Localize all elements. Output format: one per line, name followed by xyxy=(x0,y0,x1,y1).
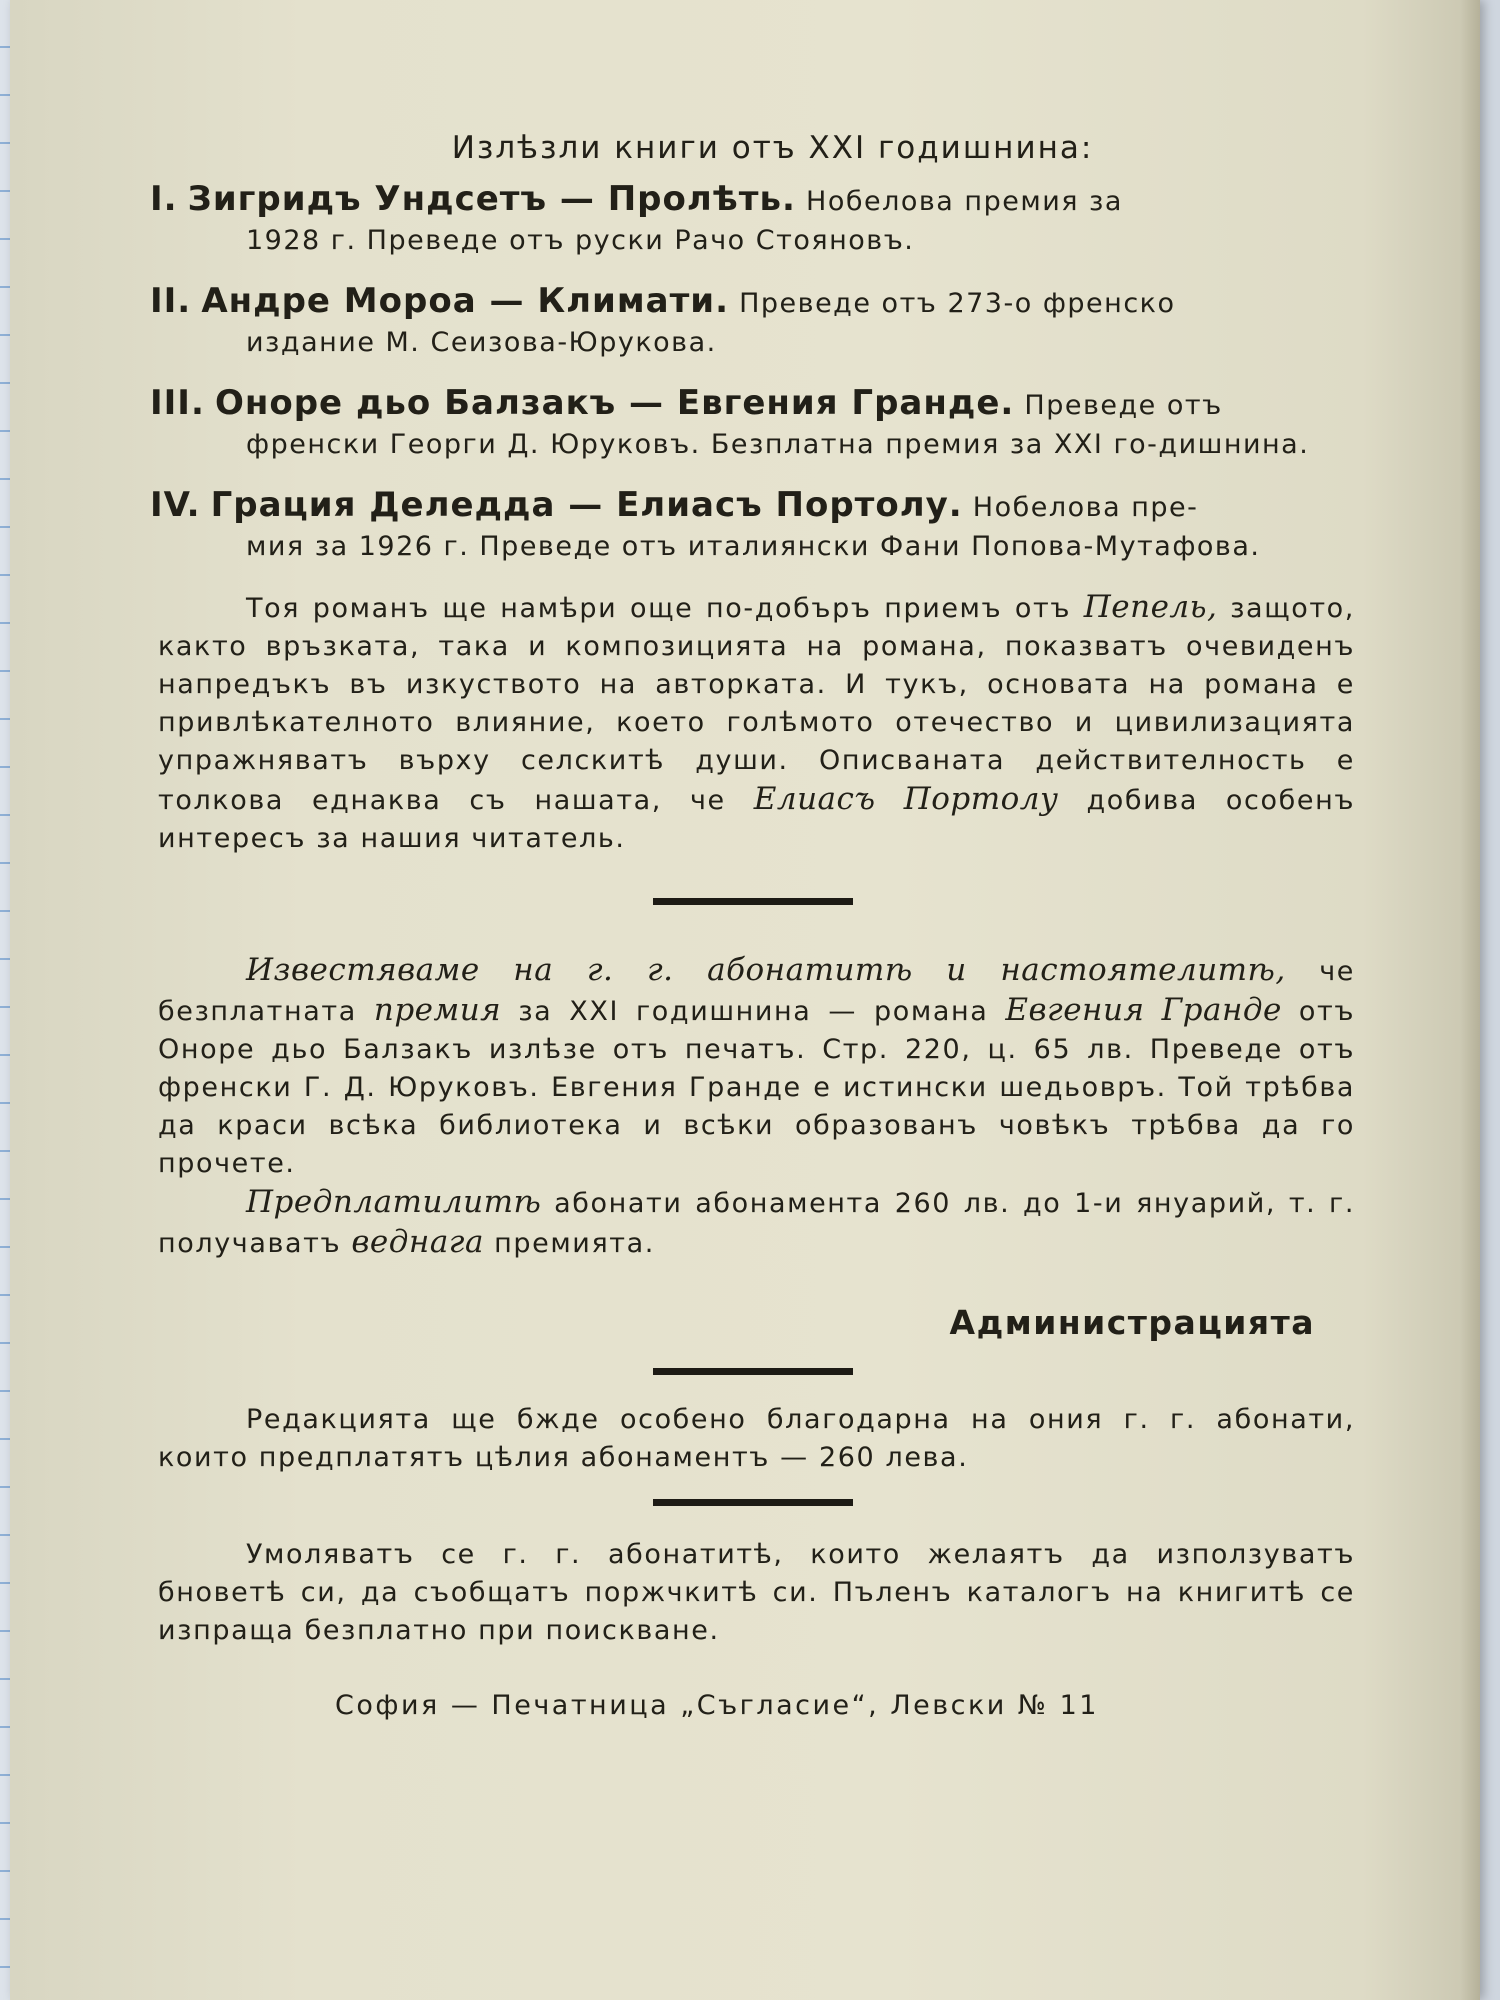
book-entry xyxy=(150,282,1355,362)
book-desc: Нобелова премия за xyxy=(806,186,1123,217)
announcement-paragraph xyxy=(150,951,1355,1183)
request-paragraph xyxy=(150,1536,1355,1650)
book-number: II. xyxy=(150,281,192,321)
announcement-italic: Предплатилитѣ xyxy=(246,1184,542,1220)
page-heading: Излѣзли книги отъ XXI годишнина: xyxy=(451,130,1094,166)
review-text: защото, както връзката, така и композицията на романа, показватъ очевиденъ напредъкъ въ изкуството на авторката. И тукъ, основата на романа е привлѣкателното влияние, което голѣмото отечество и цивилизацията упражняватъ върху селскитѣ души. Описваната действителность е толкова еднаква съ нашата, че xyxy=(158,593,1355,816)
review-text: добива особенъ интересъ за нашия читатель. xyxy=(158,785,1356,854)
announcement-italic: Известяваме на г. г. абонатитѣ и настоятелитѣ, xyxy=(246,952,1286,988)
book-desc: Нобелова пре- xyxy=(972,492,1199,523)
announcement-italic: Евгения Гранде xyxy=(1005,992,1282,1028)
book-desc: Преведе отъ xyxy=(1024,390,1223,421)
book-title: Грация Деледда — Елиасъ Портолу. xyxy=(210,485,963,525)
page-content xyxy=(150,130,1355,1721)
review-italic: Елиасъ Портолу xyxy=(753,781,1059,817)
book-title: Оноре дьо Балзакъ — Евгения Гранде. xyxy=(214,383,1015,423)
announcement-italic: премия xyxy=(373,992,502,1028)
review-text: Тоя романъ ще намѣри още по-добъръ приемъ отъ xyxy=(246,593,1072,624)
book-desc-continued: френски Георги Д. Юруковъ. Безплатна премия за XXI го-дишнина. xyxy=(246,429,1310,460)
book-entry xyxy=(150,180,1355,260)
page-edge-shadow xyxy=(1460,0,1480,2000)
book-desc-continued: издание М. Сеизова-Юрукова. xyxy=(246,327,717,358)
thanks-text: Редакцията ще бжде особено благодарна на ония г. г. абонати, които предплатятъ цѣлия абонаментъ — 260 лева. xyxy=(158,1404,1355,1473)
review-italic: Пепель, xyxy=(1083,589,1218,625)
book-title: Зигридъ Ундсетъ — Пролѣть. xyxy=(187,179,796,219)
book-number: III. xyxy=(150,383,205,423)
divider-rule xyxy=(653,1368,853,1375)
announcement-text: че безплатната xyxy=(158,956,1355,1027)
book-number: I. xyxy=(150,179,178,219)
announcement-text: премията. xyxy=(494,1228,655,1259)
announcement-paragraph-2 xyxy=(150,1183,1355,1263)
book-desc-continued: 1928 г. Преведе отъ руски Рачо Стояновъ. xyxy=(246,225,915,256)
book-desc-continued: мия за 1926 г. Преведе отъ италиянски Фани Попова-Мутафова. xyxy=(246,531,1261,562)
book-desc: Преведе отъ 273-о френско xyxy=(739,288,1176,319)
review-paragraph xyxy=(150,588,1355,858)
divider-rule xyxy=(653,898,853,905)
divider-rule xyxy=(653,1499,853,1506)
signature: Администрацията xyxy=(949,1303,1315,1342)
printed-page xyxy=(10,0,1480,2000)
request-text: Умоляватъ се г. г. абонатитѣ, които желаятъ да използуватъ бноветѣ си, да съобщатъ поржчкитѣ си. Пъленъ каталогъ на книгитѣ се изпраща безплатно при поискване. xyxy=(158,1539,1355,1646)
book-entry xyxy=(150,384,1355,464)
printer-footer: София — Печатница „Съгласие“, Левски № 11 xyxy=(335,1690,1099,1721)
announcement-text: отъ Оноре дьо Балзакъ излѣзе отъ печатъ. Стр. 220, ц. 65 лв. Преведе отъ френски Г. Д. Юруковъ. Евгения Гранде е истински шедьовръ. Той трѣбва да краси всѣка библиотека и всѣки образованъ човѣкъ трѣбва да го прочете. xyxy=(158,996,1355,1179)
book-title: Андре Мороа — Климати. xyxy=(201,281,730,321)
book-number: IV. xyxy=(150,485,201,525)
thanks-paragraph xyxy=(150,1401,1355,1477)
announcement-italic: веднага xyxy=(351,1224,484,1260)
book-entry xyxy=(150,486,1355,566)
announcement-text: за XXI годишнина — романа xyxy=(518,996,989,1027)
announcement-text: абонати абонамента 260 лв. до 1-и януарий, т. г. получаватъ xyxy=(158,1188,1355,1259)
